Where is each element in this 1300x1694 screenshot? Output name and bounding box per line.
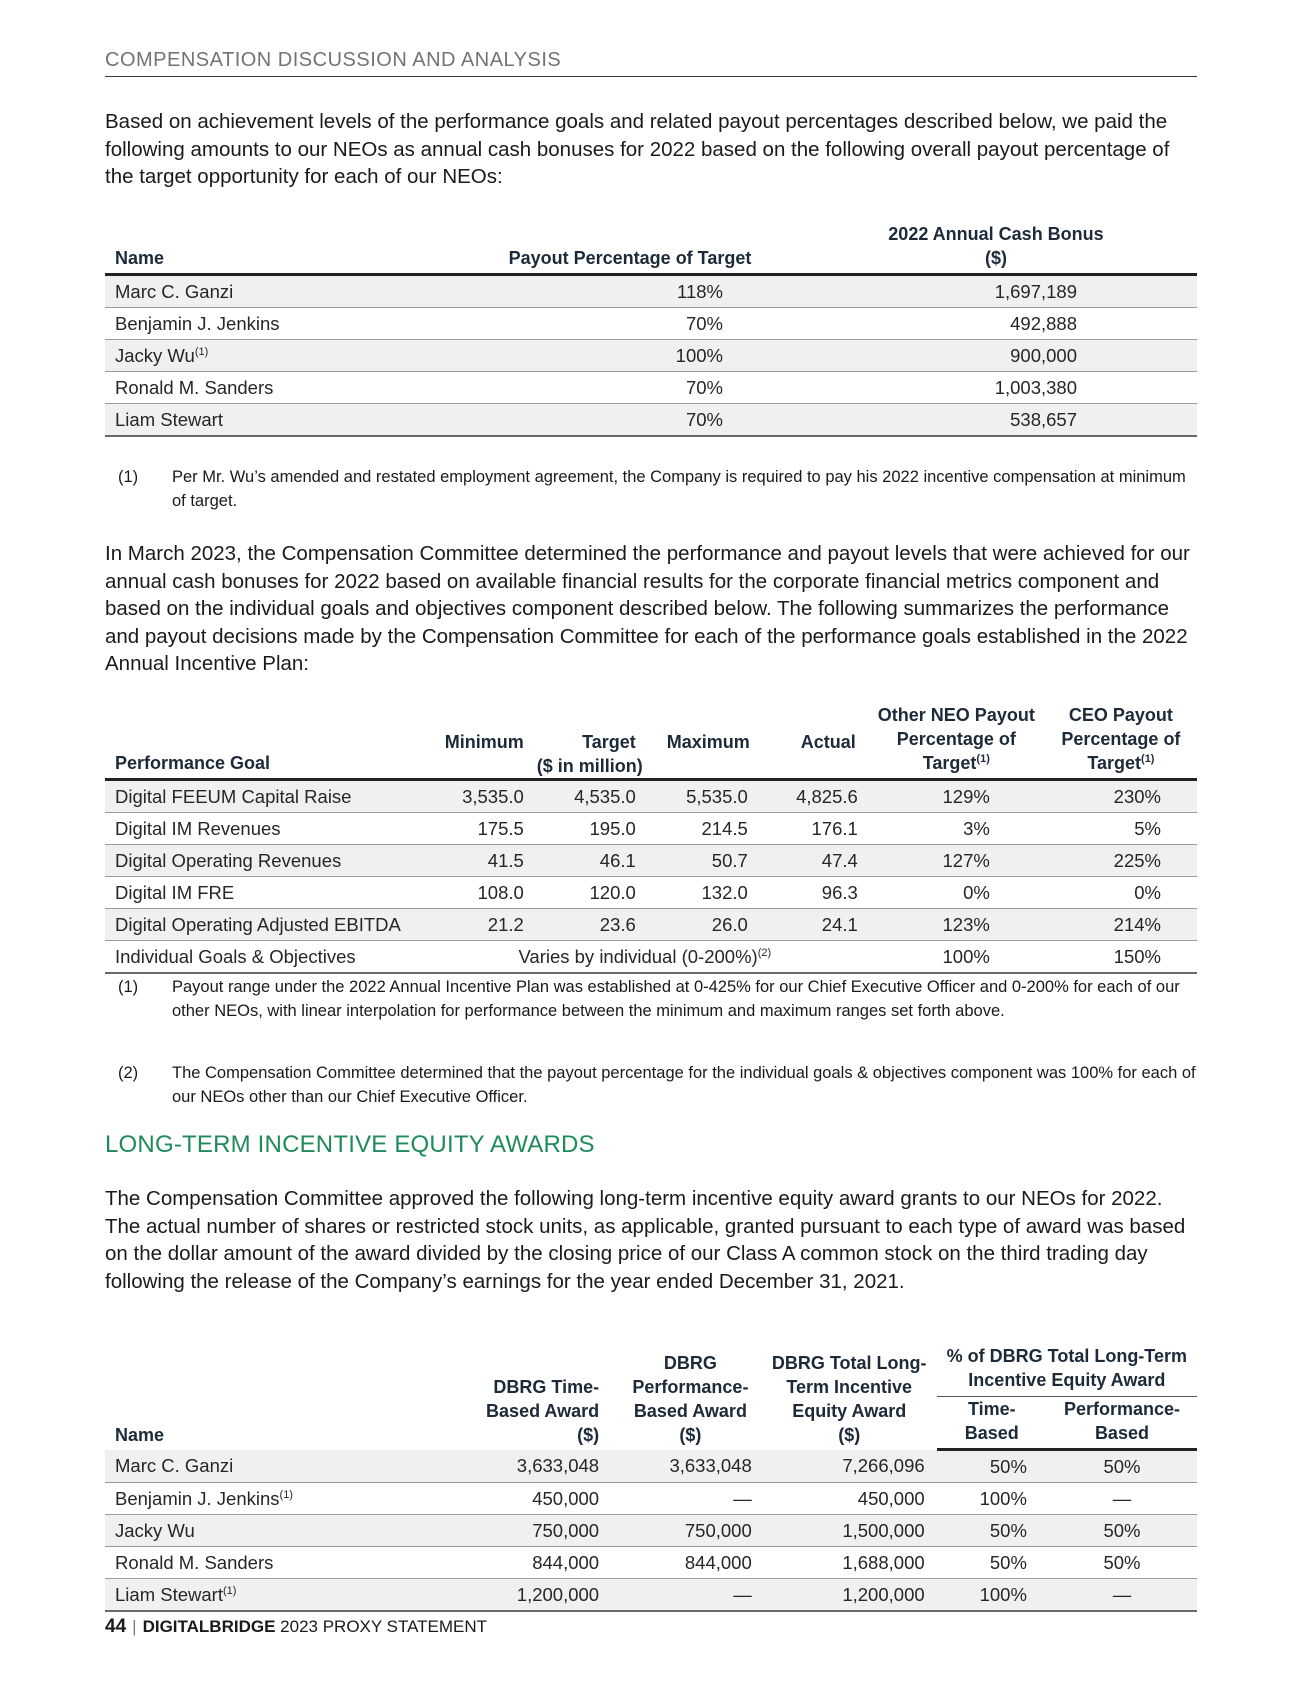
intro-paragraph-bonus: Based on achievement levels of the performance goals and related payout percentages described below, we paid the following amounts to our NEOs as annual cash bonuses for 2022 based on the following overall payout percentage of the target opportunity for each of our NEOs: bbox=[105, 110, 1170, 188]
cell-actual: 24.1 bbox=[758, 909, 868, 941]
col-header-target: Target bbox=[582, 732, 636, 752]
cell-total-award: 7,266,096 bbox=[762, 1450, 937, 1483]
cell-pct-time: 50% bbox=[937, 1450, 1047, 1483]
cell-target: 120.0 bbox=[534, 877, 646, 909]
col-header-ceo: CEO Payout Percentage of Target$^{(1)}$ bbox=[1045, 703, 1197, 780]
cell-other-neo: 100% bbox=[868, 941, 1045, 974]
col-header-pct-performance: Performance- Based bbox=[1047, 1397, 1197, 1450]
table-row bbox=[105, 1450, 1197, 1483]
col-header-metrics bbox=[422, 703, 868, 780]
col-header-unit: ($ in million) bbox=[536, 756, 643, 776]
cell-name: Benjamin J. Jenkins bbox=[105, 308, 465, 340]
cell-bonus: 538,657 bbox=[795, 404, 1197, 437]
footnote-text: Per Mr. Wu’s amended and restated employment agreement, the Company is required to pay his 2022 incentive compensation at minimum of target. bbox=[172, 468, 1186, 510]
table-row bbox=[105, 1483, 1197, 1515]
section-header: COMPENSATION DISCUSSION AND ANALYSIS bbox=[105, 49, 1197, 77]
col-header-bonus: 2022 Annual Cash Bonus ($) bbox=[795, 222, 1197, 275]
col-header-total-award: DBRG Total Long- Term Incentive Equity Award ($) bbox=[771, 1352, 927, 1445]
cell-goal: Digital Operating Revenues bbox=[105, 845, 422, 877]
cell-payout: 118% bbox=[465, 275, 795, 308]
page-number: 44 bbox=[105, 1616, 127, 1637]
cell-name: Jacky Wu$^{(1)}$ bbox=[105, 340, 465, 372]
cell-other-neo: 127% bbox=[868, 845, 1045, 877]
cell-performance-award: 3,633,048 bbox=[619, 1450, 762, 1483]
col-header-goal: Performance Goal bbox=[105, 703, 422, 780]
cell-pct-performance: 50% bbox=[1047, 1547, 1197, 1579]
cell-name: Ronald M. Sanders bbox=[105, 1547, 408, 1579]
col-header-name: Name bbox=[105, 222, 465, 275]
cell-other-neo: 129% bbox=[868, 780, 1045, 813]
footnote-ref: (1) bbox=[194, 345, 209, 358]
table-row bbox=[105, 845, 1197, 877]
table-row bbox=[105, 877, 1197, 909]
cell-other-neo: 0% bbox=[868, 877, 1045, 909]
cell-bonus: 1,003,380 bbox=[795, 372, 1197, 404]
cell-varies: Varies by individual $(0-200\%)^{(2)}$ bbox=[422, 941, 868, 974]
lti-awards-table bbox=[105, 1344, 1197, 1612]
cell-name: Liam Stewart$^{(1)}$ bbox=[105, 1579, 408, 1612]
cell-pct-time: 100% bbox=[937, 1483, 1047, 1515]
col-group-header-percent: % of DBRG Total Long-Term Incentive Equity Award bbox=[937, 1344, 1197, 1397]
cell-bonus: 1,697,189 bbox=[795, 275, 1197, 308]
cell-payout: 100% bbox=[465, 340, 795, 372]
cash-bonus-table bbox=[105, 222, 1197, 437]
cell-bonus: 900,000 bbox=[795, 340, 1197, 372]
cell-name: Jacky Wu bbox=[105, 1515, 408, 1547]
table-row bbox=[105, 813, 1197, 845]
col-header-payout: Payout Percentage of Target bbox=[465, 222, 795, 275]
cell-goal: Individual Goals & Objectives bbox=[105, 941, 422, 974]
table-row bbox=[105, 275, 1197, 308]
intro-paragraph-lti: The Compensation Committee approved the following long-term incentive equity award grants to our NEOs for 2022. The actual number of shares or restricted stock units, as applicable, granted pursuant to each type of award was based on the dollar amount of the award divided by the closing price of our Class A common stock on the third trading day following the release of the Company’s earnings for the year ended December 31, 2021. bbox=[105, 1187, 1186, 1293]
footer-separator: | bbox=[132, 1617, 137, 1636]
col-header-minimum: Minimum bbox=[444, 732, 524, 752]
cell-pct-performance: — bbox=[1047, 1483, 1197, 1515]
cell-minimum: 108.0 bbox=[422, 877, 534, 909]
cell-time-award: 3,633,048 bbox=[408, 1450, 619, 1483]
cell-ceo: 230% bbox=[1045, 780, 1197, 813]
table-row bbox=[105, 941, 1197, 974]
footnote-number: (1) bbox=[118, 978, 139, 996]
table-row bbox=[105, 1579, 1197, 1612]
cell-pct-performance: — bbox=[1047, 1579, 1197, 1612]
table-row bbox=[105, 909, 1197, 941]
cell-target: 23.6 bbox=[534, 909, 646, 941]
cell-performance-award: 844,000 bbox=[619, 1547, 762, 1579]
cell-name: Benjamin J. Jenkins$^{(1)}$ bbox=[105, 1483, 408, 1515]
cell-pct-performance: 50% bbox=[1047, 1450, 1197, 1483]
footer-brand: DIGITALBRIDGE bbox=[142, 1617, 276, 1636]
cell-performance-award: — bbox=[619, 1483, 762, 1515]
footnote bbox=[105, 975, 1200, 1023]
footnote-text: The Compensation Committee determined that the payout percentage for the individual goals & objectives component was 100% for each of our NEOs other than our Chief Executive Officer. bbox=[172, 1064, 1196, 1106]
cell-ceo: 214% bbox=[1045, 909, 1197, 941]
cell-total-award: 1,688,000 bbox=[762, 1547, 937, 1579]
cell-name: Ronald M. Sanders bbox=[105, 372, 465, 404]
col-header-name: Name bbox=[115, 1424, 165, 1445]
cell-maximum: 50.7 bbox=[646, 845, 758, 877]
cell-name: Marc C. Ganzi bbox=[105, 1450, 408, 1483]
cell-name: Marc C. Ganzi bbox=[105, 275, 465, 308]
table-row bbox=[105, 372, 1197, 404]
footer-document-title: 2023 PROXY STATEMENT bbox=[280, 1617, 488, 1636]
footnote-text: Payout range under the 2022 Annual Incentive Plan was established at 0-425% for our Chief Executive Officer and 0-200% for each of our other NEOs, with linear interpolation for performance between the minimum and maximum ranges set forth above. bbox=[172, 978, 1180, 1020]
cell-total-award: 1,200,000 bbox=[762, 1579, 937, 1612]
cell-ceo: 0% bbox=[1045, 877, 1197, 909]
cell-performance-award: — bbox=[619, 1579, 762, 1612]
footnote-number: (1) bbox=[118, 468, 139, 486]
col-header-maximum: Maximum bbox=[666, 732, 750, 752]
cell-goal: Digital IM FRE bbox=[105, 877, 422, 909]
cell-time-award: 1,200,000 bbox=[408, 1579, 619, 1612]
cell-name: Liam Stewart bbox=[105, 404, 465, 437]
footnote bbox=[105, 465, 1200, 513]
cell-target: 4,535.0 bbox=[534, 780, 646, 813]
cell-target: 195.0 bbox=[534, 813, 646, 845]
cell-goal: Digital FEEUM Capital Raise bbox=[105, 780, 422, 813]
cell-minimum: 175.5 bbox=[422, 813, 534, 845]
cell-minimum: 3,535.0 bbox=[422, 780, 534, 813]
cell-other-neo: 3% bbox=[868, 813, 1045, 845]
cell-payout: 70% bbox=[465, 372, 795, 404]
table-row bbox=[105, 1515, 1197, 1547]
cell-pct-time: 50% bbox=[937, 1547, 1047, 1579]
cell-total-award: 1,500,000 bbox=[762, 1515, 937, 1547]
cell-ceo: 225% bbox=[1045, 845, 1197, 877]
cell-actual: 176.1 bbox=[758, 813, 868, 845]
table-row bbox=[105, 780, 1197, 813]
col-header-other-neo: Other NEO Payout Percentage of Target$^{(1)}$ bbox=[868, 703, 1045, 780]
col-header-pct-time: Time- Based bbox=[937, 1397, 1047, 1450]
table-row bbox=[105, 1547, 1197, 1579]
cell-actual: 47.4 bbox=[758, 845, 868, 877]
cell-pct-time: 50% bbox=[937, 1515, 1047, 1547]
footnote bbox=[105, 1061, 1200, 1109]
col-header-actual: Actual bbox=[800, 732, 856, 752]
table-row bbox=[105, 404, 1197, 437]
intro-paragraph-performance: In March 2023, the Compensation Committee determined the performance and payout levels that were achieved for our annual cash bonuses for 2022 based on available financial results for the corporate financial metrics component and based on the individual goals and objectives component described below. The following summarizes the performance and payout decisions made by the Compensation Committee for each of the performance goals established in the 2022 Annual Incentive Plan: bbox=[105, 542, 1190, 675]
cell-pct-performance: 50% bbox=[1047, 1515, 1197, 1547]
lti-heading: LONG-TERM INCENTIVE EQUITY AWARDS bbox=[105, 1131, 595, 1158]
performance-goals-table bbox=[105, 703, 1197, 974]
cell-minimum: 21.2 bbox=[422, 909, 534, 941]
col-header-time-based-award: DBRG Time- Based Award ($) bbox=[486, 1376, 600, 1445]
cell-maximum: 214.5 bbox=[646, 813, 758, 845]
cell-time-award: 844,000 bbox=[408, 1547, 619, 1579]
cell-goal: Digital IM Revenues bbox=[105, 813, 422, 845]
cell-ceo: 5% bbox=[1045, 813, 1197, 845]
cell-payout: 70% bbox=[465, 404, 795, 437]
cell-performance-award: 750,000 bbox=[619, 1515, 762, 1547]
cell-bonus: 492,888 bbox=[795, 308, 1197, 340]
cell-time-award: 750,000 bbox=[408, 1515, 619, 1547]
page-footer bbox=[105, 1616, 487, 1638]
cell-maximum: 132.0 bbox=[646, 877, 758, 909]
cell-time-award: 450,000 bbox=[408, 1483, 619, 1515]
cell-total-award: 450,000 bbox=[762, 1483, 937, 1515]
table-row bbox=[105, 308, 1197, 340]
cell-actual: 4,825.6 bbox=[758, 780, 868, 813]
table-row bbox=[105, 340, 1197, 372]
cell-maximum: 5,535.0 bbox=[646, 780, 758, 813]
cell-payout: 70% bbox=[465, 308, 795, 340]
col-header-performance-based-award: DBRG Performance- Based Award ($) bbox=[632, 1352, 749, 1445]
cell-target: 46.1 bbox=[534, 845, 646, 877]
cell-ceo: 150% bbox=[1045, 941, 1197, 974]
cell-pct-time: 100% bbox=[937, 1579, 1047, 1612]
cell-maximum: 26.0 bbox=[646, 909, 758, 941]
footnote-number: (2) bbox=[118, 1064, 139, 1082]
cell-actual: 96.3 bbox=[758, 877, 868, 909]
cell-goal: Digital Operating Adjusted EBITDA bbox=[105, 909, 422, 941]
cell-other-neo: 123% bbox=[868, 909, 1045, 941]
cell-minimum: 41.5 bbox=[422, 845, 534, 877]
